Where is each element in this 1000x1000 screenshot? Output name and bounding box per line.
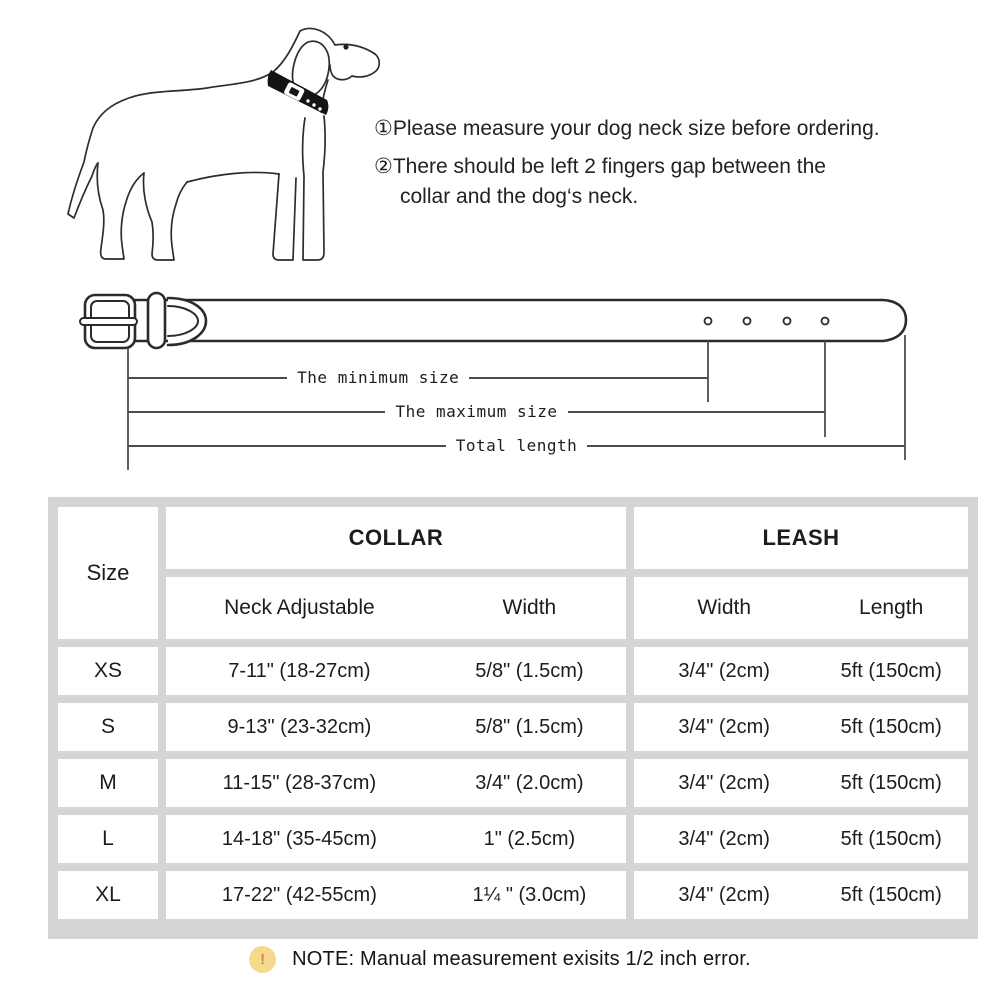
size-column-header: Size (58, 507, 158, 639)
table-row (58, 815, 968, 863)
table-row (58, 647, 968, 695)
leash-width-value: 3/4" (2cm) (678, 883, 770, 906)
leash-width-value: 3/4" (2cm) (678, 827, 770, 850)
leash-cell (634, 647, 968, 695)
minimum-size-measure (128, 366, 708, 390)
leash-length-header: Length (859, 596, 924, 619)
instruction-line-3: collar and the dog‘s neck. (400, 185, 639, 208)
leash-width-header: Width (697, 596, 752, 619)
collar-cell (166, 703, 626, 751)
leash-cell (634, 703, 968, 751)
size-value: XS (58, 647, 158, 695)
maximum-size-measure (128, 400, 825, 424)
neck-adjustable-header: Neck Adjustable (224, 596, 375, 619)
total-length-label: Total length (455, 436, 578, 455)
leash-width-value: 3/4" (2cm) (678, 771, 770, 794)
instruction-line-1: ①Please measure your dog neck size before ordering. (374, 117, 880, 140)
dog-illustration (65, 18, 385, 270)
note-text: NOTE: Manual measurement exisits 1/2 inch error. (292, 948, 751, 970)
leash-width-value: 3/4" (2cm) (678, 659, 770, 682)
size-table (48, 497, 978, 939)
collar-subheaders (166, 577, 626, 639)
leash-length-value: 5ft (150cm) (840, 827, 942, 850)
collar-width-value: 3/4" (2.0cm) (475, 771, 584, 794)
collar-cell (166, 815, 626, 863)
collar-cell (166, 759, 626, 807)
table-row (58, 759, 968, 807)
alert-icon: ! (249, 946, 276, 973)
leash-group-header: LEASH (634, 507, 968, 569)
measurement-note (0, 946, 1000, 973)
collar-width-header: Width (502, 596, 557, 619)
collar-cell (166, 871, 626, 919)
collar-width-value: 5/8" (1.5cm) (475, 659, 584, 682)
dog-eye (343, 44, 348, 49)
size-value: L (58, 815, 158, 863)
size-table-header (58, 507, 968, 639)
leash-width-value: 3/4" (2cm) (678, 715, 770, 738)
collar-width-value: 1¼ " (3.0cm) (472, 883, 587, 906)
maximum-size-label: The maximum size (395, 402, 558, 421)
neck-adjustable-value: 11-15" (28-37cm) (222, 771, 377, 794)
size-table-body (58, 647, 968, 919)
leash-cell (634, 815, 968, 863)
table-row (58, 871, 968, 919)
neck-adjustable-value: 17-22" (42-55cm) (221, 883, 377, 906)
collar-group-header: COLLAR (166, 507, 626, 569)
belt-keeper (148, 293, 165, 348)
size-value: S (58, 703, 158, 751)
leash-subheaders (634, 577, 968, 639)
total-length-measure (128, 434, 905, 458)
size-value: XL (58, 871, 158, 919)
belt-prong (80, 318, 137, 325)
size-value: M (58, 759, 158, 807)
instruction-line-2: ②There should be left 2 fingers gap between the (374, 155, 826, 178)
leash-cell (634, 759, 968, 807)
leash-length-value: 5ft (150cm) (840, 659, 942, 682)
neck-adjustable-value: 14-18" (35-45cm) (221, 827, 377, 850)
collar-cell (166, 647, 626, 695)
neck-adjustable-value: 9-13" (23-32cm) (227, 715, 372, 738)
leash-cell (634, 871, 968, 919)
ordering-instructions (374, 114, 982, 212)
minimum-size-label: The minimum size (297, 368, 460, 387)
leash-length-value: 5ft (150cm) (840, 883, 942, 906)
collar-width-value: 1" (2.5cm) (483, 827, 576, 850)
neck-adjustable-value: 7-11" (18-27cm) (228, 659, 371, 682)
leash-length-value: 5ft (150cm) (840, 771, 942, 794)
leash-length-value: 5ft (150cm) (840, 715, 942, 738)
collar-width-value: 5/8" (1.5cm) (475, 715, 584, 738)
table-row (58, 703, 968, 751)
